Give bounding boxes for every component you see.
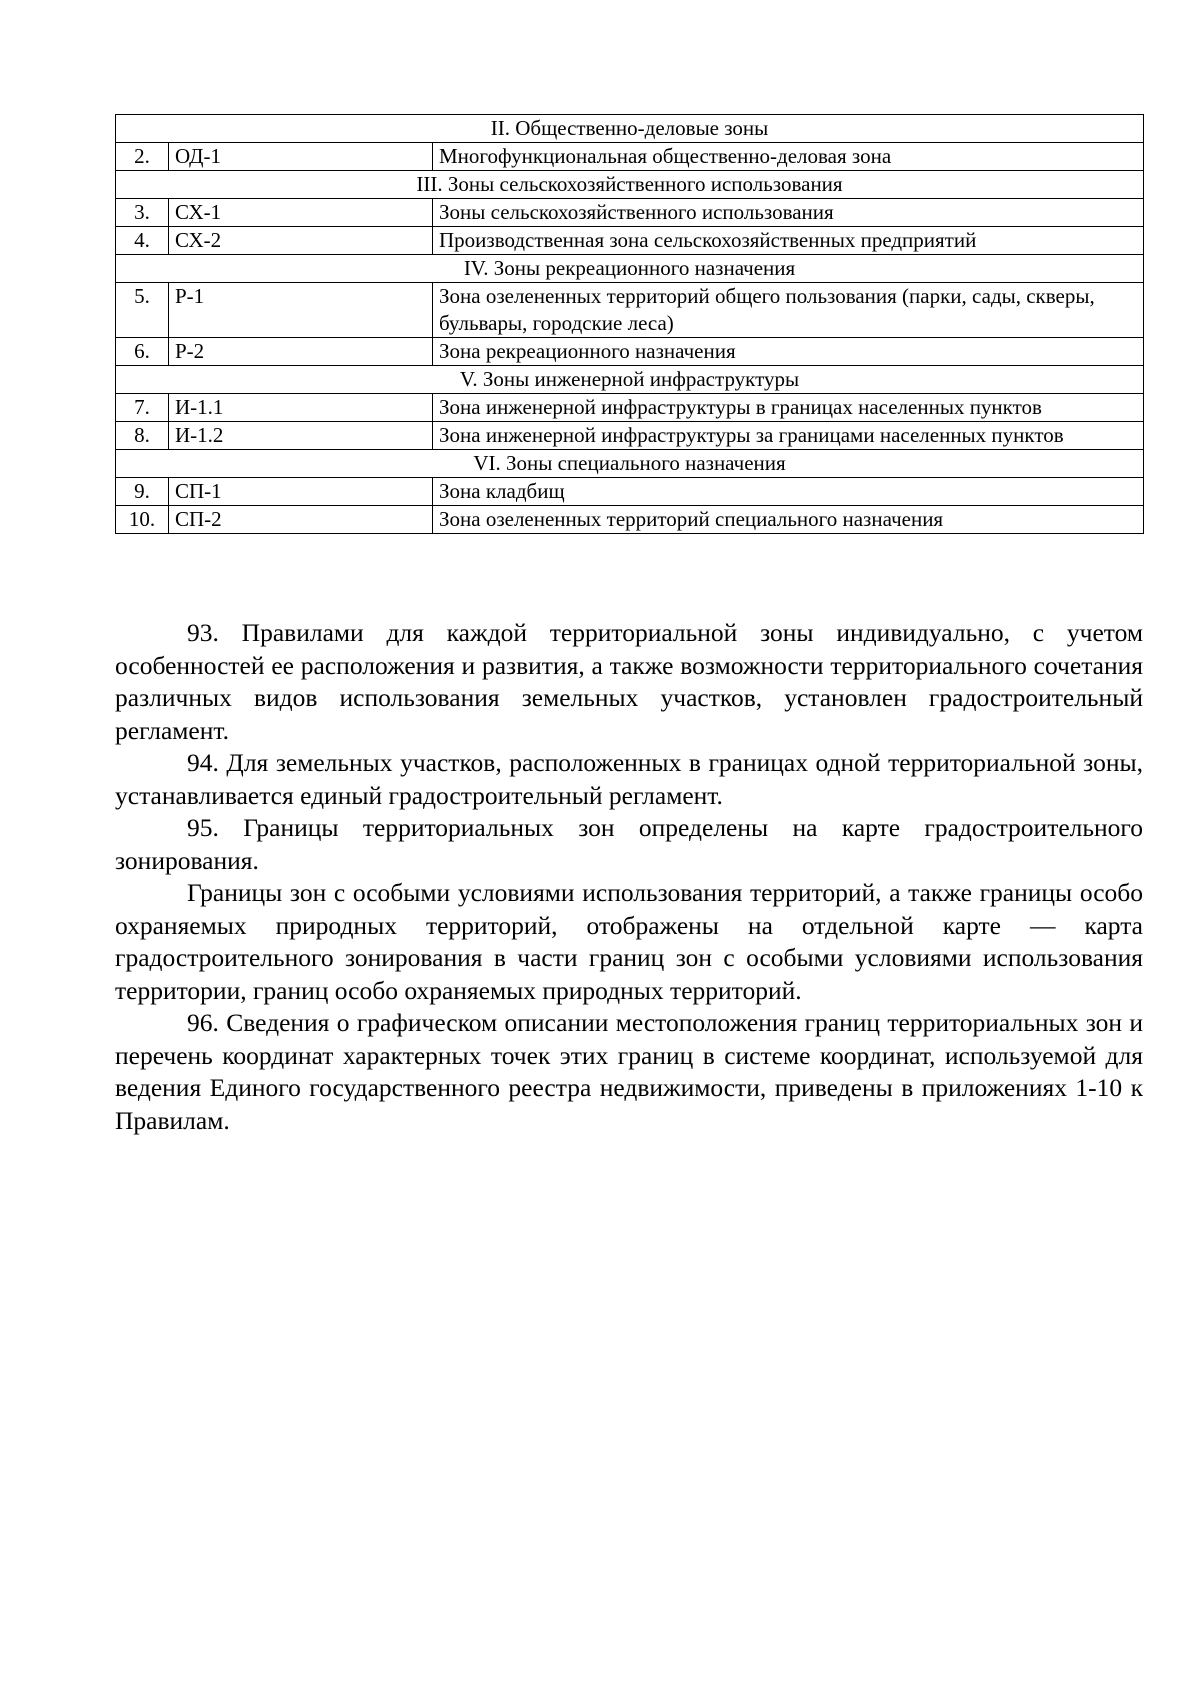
table-section-row — [116, 255, 1144, 283]
zone-name: Зона рекреационного назначения — [433, 338, 1144, 366]
zone-code: Р-2 — [169, 338, 433, 366]
zone-number: 9. — [116, 478, 169, 506]
zone-code: И-1.2 — [169, 422, 433, 450]
table-row — [116, 283, 1144, 338]
section-heading: III. Зоны сельскохозяйственного использования — [116, 171, 1144, 199]
zone-name: Зона озелененных территорий общего пользования (парки, сады, скверы, бульвары, городские леса) — [433, 283, 1144, 338]
table-section-row — [116, 171, 1144, 199]
section-heading: VI. Зоны специального назначения — [116, 450, 1144, 478]
zone-number: 5. — [116, 283, 169, 338]
zone-number: 6. — [116, 338, 169, 366]
paragraph-95-continued: Границы зон с особыми условиями использования территорий, а также границы особо охраняемых природных территорий, отображены на отдельной карте — карта градостроительного зонирования в части границ зон с особыми условиями использования территории, границ особо охраняемых природных территорий. — [115, 878, 1143, 1005]
paragraph-94: 94. Для земельных участков, расположенных в границах одной территориальной зоны, устанавливается единый градостроительный регламент. — [115, 748, 1143, 810]
table-section-row — [116, 366, 1144, 394]
table-row — [116, 338, 1144, 366]
zones-table — [115, 114, 1144, 534]
paragraph-95: 95. Границы территориальных зон определены на карте градостроительного зонирования. — [115, 813, 1143, 875]
table-row — [116, 478, 1144, 506]
zone-name: Зона инженерной инфраструктуры в границах населенных пунктов — [433, 394, 1144, 422]
zone-name: Зоны сельскохозяйственного использования — [433, 199, 1144, 227]
body-text — [115, 617, 1143, 1137]
section-heading: IV. Зоны рекреационного назначения — [116, 255, 1144, 283]
zone-code: СП-2 — [169, 506, 433, 534]
zone-name: Многофункциональная общественно-деловая зона — [433, 143, 1144, 171]
zone-number: 4. — [116, 227, 169, 255]
table-row — [116, 422, 1144, 450]
section-heading: II. Общественно-деловые зоны — [116, 115, 1144, 143]
zone-name: Зона кладбищ — [433, 478, 1144, 506]
paragraph-93: 93. Правилами для каждой территориальной зоны индивидуально, с учетом особенностей ее расположения и развития, а также возможности территориального сочетания различных видов использования земельных участков, установлен градостроительный регламент. — [115, 618, 1143, 745]
zone-code: Р-1 — [169, 283, 433, 338]
section-heading: V. Зоны инженерной инфраструктуры — [116, 366, 1144, 394]
zone-code: И-1.1 — [169, 394, 433, 422]
table-row — [116, 143, 1144, 171]
zone-number: 3. — [116, 199, 169, 227]
zone-number: 8. — [116, 422, 169, 450]
table-row — [116, 506, 1144, 534]
table-row — [116, 227, 1144, 255]
zone-code: ОД-1 — [169, 143, 433, 171]
zone-code: СХ-1 — [169, 199, 433, 227]
zone-code: СП-1 — [169, 478, 433, 506]
paragraph-96: 96. Сведения о графическом описании местоположения границ территориальных зон и перечень координат характерных точек этих границ в системе координат, используемой для ведения Единого государственного реестра недвижимости, приведены в приложениях 1-10 к Правилам. — [115, 1008, 1143, 1135]
table-row — [116, 394, 1144, 422]
zone-name: Зона озелененных территорий специального назначения — [433, 506, 1144, 534]
table-section-row — [116, 450, 1144, 478]
table-section-row — [116, 115, 1144, 143]
zone-name: Зона инженерной инфраструктуры за границами населенных пунктов — [433, 422, 1144, 450]
zone-code: СХ-2 — [169, 227, 433, 255]
table-row — [116, 199, 1144, 227]
zone-name: Производственная зона сельскохозяйственных предприятий — [433, 227, 1144, 255]
zone-number: 7. — [116, 394, 169, 422]
zone-number: 10. — [116, 506, 169, 534]
zone-number: 2. — [116, 143, 169, 171]
